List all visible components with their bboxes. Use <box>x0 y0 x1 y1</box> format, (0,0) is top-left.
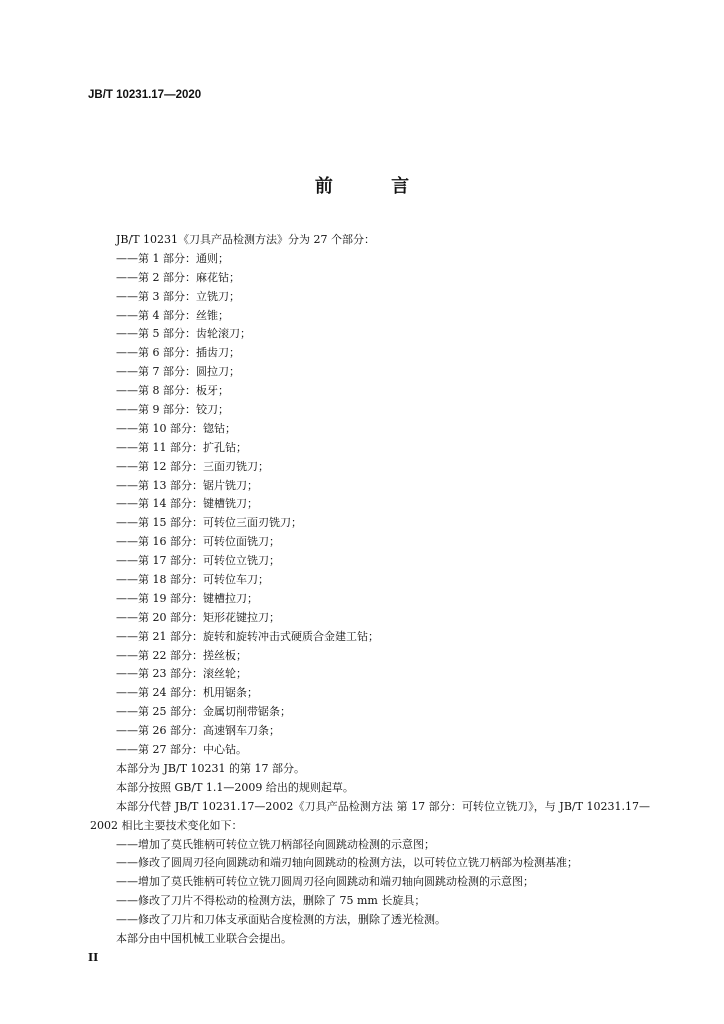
part-list-item: ——第 3 部分：立铣刀； <box>116 289 240 303</box>
part-list-item: ——第 19 部分：键槽拉刀； <box>116 591 258 605</box>
replaces-paragraph: 本部分代替 JB/T 10231.17—2002《刀具产品检测方法 第 17 部分：可转位立铣刀》，与 JB/T 10231.17—2002 相比主要技术变化如下： <box>90 799 650 832</box>
page-title: 前 言 <box>314 176 436 197</box>
changes-list <box>90 836 650 930</box>
part-of-paragraph: 本部分为 JB/T 10231 的第 17 部分。 <box>116 761 306 775</box>
change-list-item: ——增加了莫氏锥柄可转位立铣刀柄部径向圆跳动检测的示意图； <box>116 837 435 851</box>
change-list-item: ——修改了刀片和刀体支承面贴合度检测的方法，删除了透光检测。 <box>116 913 446 927</box>
parts-list <box>90 250 650 760</box>
part-list-item: ——第 15 部分：可转位三面刃铣刀； <box>116 516 302 530</box>
part-list-item: ——第 8 部分：板牙； <box>116 384 229 398</box>
part-list-item: ——第 4 部分：丝锥； <box>116 308 229 322</box>
part-list-item: ——第 22 部分：搓丝板； <box>116 648 247 662</box>
part-list-item: ——第 2 部分：麻花钻； <box>116 270 240 284</box>
foreword-content <box>90 231 650 949</box>
part-list-item: ——第 27 部分：中心钻。 <box>116 743 247 757</box>
page-number: II <box>88 951 99 964</box>
part-list-item: ——第 9 部分：铰刀； <box>116 403 229 417</box>
part-list-item: ——第 16 部分：可转位面铣刀； <box>116 535 280 549</box>
drafting-paragraph: 本部分按照 GB/T 1.1—2009 给出的规则起草。 <box>116 780 354 794</box>
change-list-item: ——修改了圆周刃径向圆跳动和端刃轴向圆跳动的检测方法，以可转位立铣刀柄部为检测基准； <box>116 856 578 870</box>
part-list-item: ——第 7 部分：圆拉刀； <box>116 365 240 379</box>
proposed-paragraph: 本部分由中国机械工业联合会提出。 <box>116 931 292 945</box>
part-list-item: ——第 23 部分：滚丝轮； <box>116 667 247 681</box>
part-list-item: ——第 1 部分：通则； <box>116 251 229 265</box>
part-list-item: ——第 25 部分：金属切削带锯条； <box>116 705 291 719</box>
part-list-item: ——第 13 部分：锯片铣刀； <box>116 478 258 492</box>
standard-code-header: JB/T 10231.17—2020 <box>88 89 202 101</box>
part-list-item: ——第 12 部分：三面刃铣刀； <box>116 459 269 473</box>
part-list-item: ——第 21 部分：旋转和旋转冲击式硬质合金建工钻； <box>116 629 379 643</box>
part-list-item: ——第 26 部分：高速钢车刀条； <box>116 724 280 738</box>
change-list-item: ——修改了刀片不得松动的检测方法，删除了 75 mm 长旋具； <box>116 894 426 908</box>
change-list-item: ——增加了莫氏锥柄可转位立铣刀圆周刃径向圆跳动和端刃轴向圆跳动检测的示意图； <box>116 875 534 889</box>
part-list-item: ——第 20 部分：矩形花键拉刀； <box>116 610 280 624</box>
part-list-item: ——第 6 部分：插齿刀； <box>116 346 240 360</box>
part-list-item: ——第 11 部分：扩孔钻； <box>116 440 247 454</box>
part-list-item: ——第 5 部分：齿轮滚刀； <box>116 327 251 341</box>
part-list-item: ——第 24 部分：机用锯条； <box>116 686 258 700</box>
part-list-item: ——第 18 部分：可转位车刀； <box>116 573 269 587</box>
part-list-item: ——第 17 部分：可转位立铣刀； <box>116 554 280 568</box>
part-list-item: ——第 10 部分：锪钻； <box>116 421 236 435</box>
part-list-item: ——第 14 部分：键槽铣刀； <box>116 497 258 511</box>
intro-paragraph: JB/T 10231《刀具产品检测方法》分为 27 个部分： <box>116 233 376 246</box>
